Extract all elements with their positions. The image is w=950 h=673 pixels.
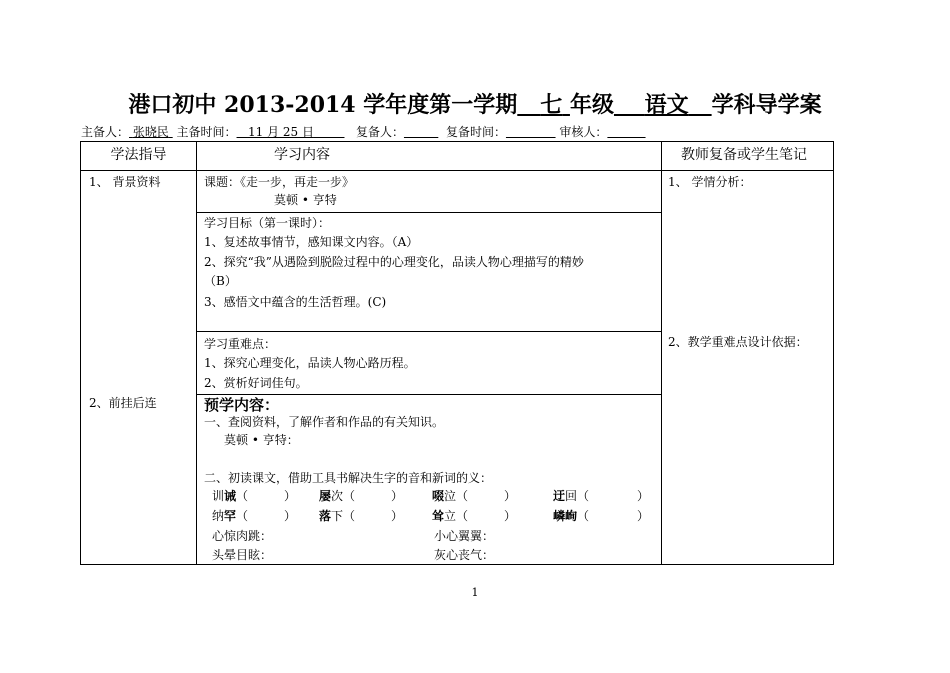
header-teacher-notes: 教师复备或学生笔记 — [681, 147, 807, 163]
document-title — [0, 88, 950, 119]
word-songli: 耸立（ ） — [432, 509, 517, 523]
col-divider-1 — [196, 142, 197, 564]
lesson-author: 莫顿 • 亨特 — [274, 193, 337, 207]
preview-item-2: 二、初读课文，借助工具书解决生字的音和新词的义： — [204, 471, 493, 485]
goal-2-level: （B） — [204, 274, 237, 288]
word-nahan: 纳罕（ ） — [212, 509, 297, 523]
title-grade: 七 — [540, 92, 563, 118]
co-time-label: 复备时间： — [445, 125, 506, 139]
goal-1: 1、复述故事情节，感知课文内容。（A） — [204, 235, 419, 249]
word-lvci: 屡次（ ） — [319, 489, 404, 503]
header-study-method: 学法指导 — [110, 147, 167, 163]
right-item-analysis: 1、 学情分析： — [668, 175, 752, 189]
co-preparer-label: 复备人： — [355, 125, 404, 139]
difficulties-heading: 学习重难点： — [204, 337, 277, 351]
word-linxun: 嶙峋（ ） — [553, 509, 650, 523]
header-divider — [81, 170, 833, 171]
phrase-touyunmuxuan: 头晕目眩： — [212, 548, 273, 562]
phrase-xinjingroutiao: 心惊肉跳： — [212, 529, 273, 543]
preview-item-1: 一、查阅资料，了解作者和作品的有关知识。 — [204, 415, 445, 429]
difficulty-1: 1、探究心理变化，品读人物心路历程。 — [204, 356, 416, 370]
reviewer-label: 审核人： — [559, 125, 608, 139]
difficulty-2: 2、赏析好词佳句。 — [204, 376, 308, 390]
lesson-title: 课题：《走一步，再走一步》 — [204, 175, 355, 189]
reviewer-blank — [607, 125, 645, 139]
phrase-xiaoxinyiyi: 小心翼翼： — [434, 529, 495, 543]
page-number: 1 — [471, 586, 479, 599]
header-study-content: 学习内容 — [274, 147, 330, 163]
goals-heading: 学习目标（第一课时）： — [204, 216, 331, 230]
lesson-table — [80, 141, 834, 565]
goal-3: 3、感悟文中蕴含的生活哲理。(C) — [204, 295, 387, 309]
word-yuhui: 迂回（ ） — [553, 489, 650, 503]
title-suffix: 学科导学案 — [711, 92, 822, 118]
title-prefix: 港口初中 2013-2014 学年度第一学期 — [128, 92, 518, 118]
co-preparer-blank — [404, 125, 438, 139]
preview-author-label: 莫顿 • 亨特： — [224, 433, 299, 447]
left-item-background: 1、 背景资料 — [89, 175, 161, 189]
co-time-blank — [506, 125, 556, 139]
prep-time-label: 主备时间： — [176, 125, 237, 139]
row-divider-2 — [196, 331, 661, 332]
meta-line — [81, 123, 646, 140]
word-chuoqi: 啜泣（ ） — [432, 489, 517, 503]
title-grade-suffix: 年级 — [569, 92, 614, 118]
col-divider-2 — [661, 142, 662, 564]
word-xunjie: 训诫（ ） — [212, 489, 297, 503]
prep-time-value: 11 月 25 日 — [247, 125, 314, 139]
preparer-value: 张晓民 — [132, 125, 169, 139]
preparer-label: 主备人： — [81, 125, 130, 139]
row-divider-3 — [196, 394, 661, 395]
row-divider-1 — [196, 212, 661, 213]
phrase-huixinsangqi: 灰心丧气： — [434, 548, 495, 562]
left-item-connect: 2、前挂后连 — [89, 396, 157, 410]
right-item-design-basis: 2、教学重难点设计依据： — [668, 335, 808, 349]
title-subject: 语文 — [644, 92, 689, 118]
goal-2: 2、探究“我”从遇险到脱险过程中的心理变化，品读人物心理描写的精妙 — [204, 255, 584, 269]
word-luoxia: 落下（ ） — [319, 509, 404, 523]
preview-heading: 预学内容： — [204, 396, 280, 414]
